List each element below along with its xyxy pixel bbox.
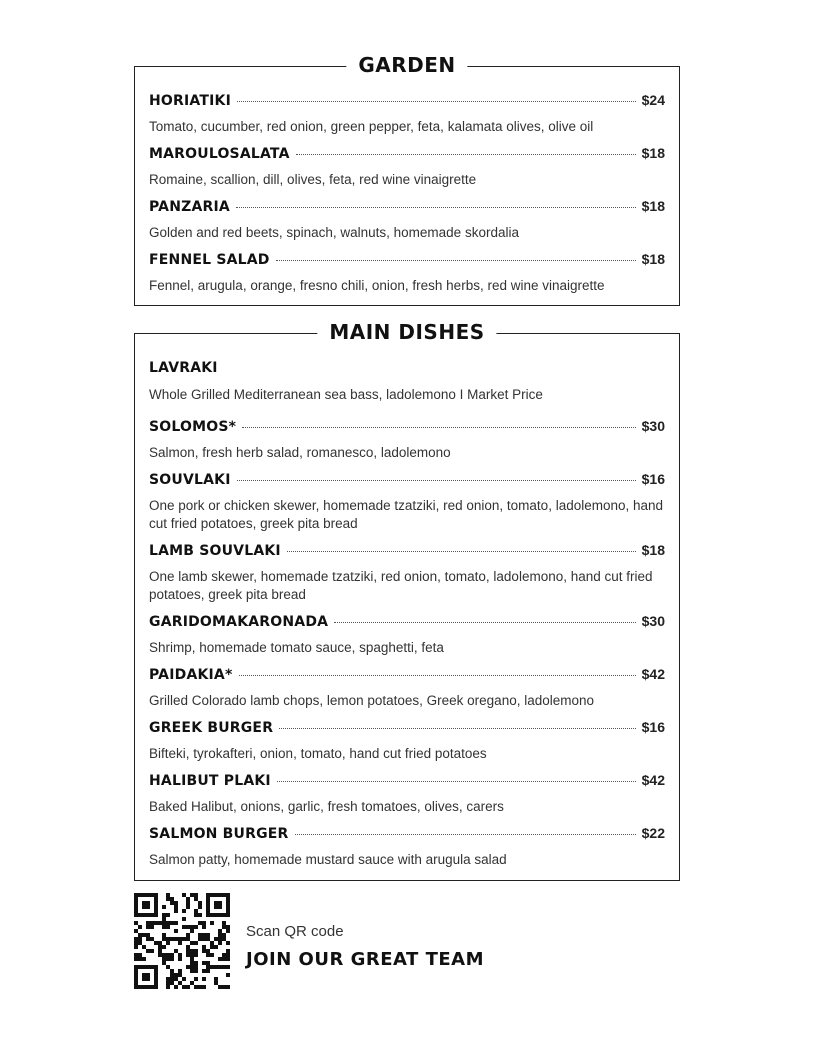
item-price: $18 [641,251,665,267]
dot-leader [237,101,636,102]
menu-item [149,666,665,710]
item-price: $22 [641,825,665,841]
item-name: GREEK BURGER [149,720,274,736]
item-price: $42 [641,666,665,682]
item-name: SALMON BURGER [149,826,289,842]
menu-item [149,251,665,295]
item-price: $30 [641,418,665,434]
menu-item [149,772,665,816]
join-team-heading: JOIN OUR GREAT TEAM [246,949,484,970]
item-price: $18 [641,542,665,558]
item-name: SOUVLAKI [149,472,231,488]
item-price: $18 [641,198,665,214]
menu-item [149,198,665,242]
item-name: GARIDOMAKARONADA [149,614,329,630]
item-price: $18 [641,145,665,161]
dot-leader [277,781,636,782]
dot-leader [296,154,636,155]
garden-title: GARDEN [346,51,467,79]
item-price: $16 [641,719,665,735]
dot-leader [295,834,636,835]
menu-item [149,719,665,763]
item-description: One pork or chicken skewer, homemade tzatziki, red onion, tomato, ladolemono, hand cut fried potatoes, greek pita bread [149,498,664,531]
item-description: Golden and red beets, spinach, walnuts, homemade skordalia [149,225,519,240]
item-price: $16 [641,471,665,487]
menu-item [149,825,665,869]
menu-item [149,360,665,404]
dot-leader [239,675,636,676]
menu-item [149,613,665,657]
dot-leader [237,480,636,481]
menu-item [149,418,665,462]
main-dishes-title: MAIN DISHES [317,318,496,346]
dot-leader [236,207,636,208]
dot-leader [287,551,636,552]
dot-leader [334,622,635,623]
item-name: HALIBUT PLAKI [149,773,271,789]
main-dishes-section [134,320,680,881]
item-description: Salmon patty, homemade mustard sauce with arugula salad [149,852,507,867]
item-name: SOLOMOS* [149,419,237,435]
item-price: $24 [641,92,665,108]
item-name: PANZARIA [149,199,230,215]
item-description: Fennel, arugula, orange, fresno chili, onion, fresh herbs, red wine vinaigrette [149,278,605,293]
menu-item [149,542,665,604]
item-name: FENNEL SALAD [149,252,270,268]
garden-section [134,53,680,306]
item-description: Shrimp, homemade tomato sauce, spaghetti, feta [149,640,444,655]
item-description: Bifteki, tyrokafteri, onion, tomato, hand cut fried potatoes [149,746,487,761]
menu-item [149,145,665,189]
item-name: LAMB SOUVLAKI [149,543,281,559]
item-description: Salmon, fresh herb salad, romanesco, ladolemono [149,445,451,460]
dot-leader [279,728,635,729]
item-description: One lamb skewer, homemade tzatziki, red onion, tomato, ladolemono, hand cut fried potatoes, greek pita bread [149,569,653,602]
menu-item [149,92,665,136]
qr-caption: Scan QR code [246,923,344,940]
item-description: Tomato, cucumber, red onion, green pepper, feta, kalamata olives, olive oil [149,119,594,134]
item-name: HORIATIKI [149,93,231,109]
item-description: Baked Halibut, onions, garlic, fresh tomatoes, olives, carers [149,799,504,814]
item-price: $30 [641,613,665,629]
dot-leader [242,427,635,428]
item-description: Whole Grilled Mediterranean sea bass, ladolemono I Market Price [149,387,543,402]
item-description: Romaine, scallion, dill, olives, feta, red wine vinaigrette [149,172,477,187]
item-price: $42 [641,772,665,788]
item-name: MAROULOSALATA [149,146,290,162]
menu-item [149,471,665,533]
item-description: Grilled Colorado lamb chops, lemon potatoes, Greek oregano, ladolemono [149,693,595,708]
dot-leader [276,260,636,261]
item-name: PAIDAKIA* [149,667,233,683]
item-name: LAVRAKI [149,360,218,376]
qr-code-icon[interactable] [134,893,230,989]
